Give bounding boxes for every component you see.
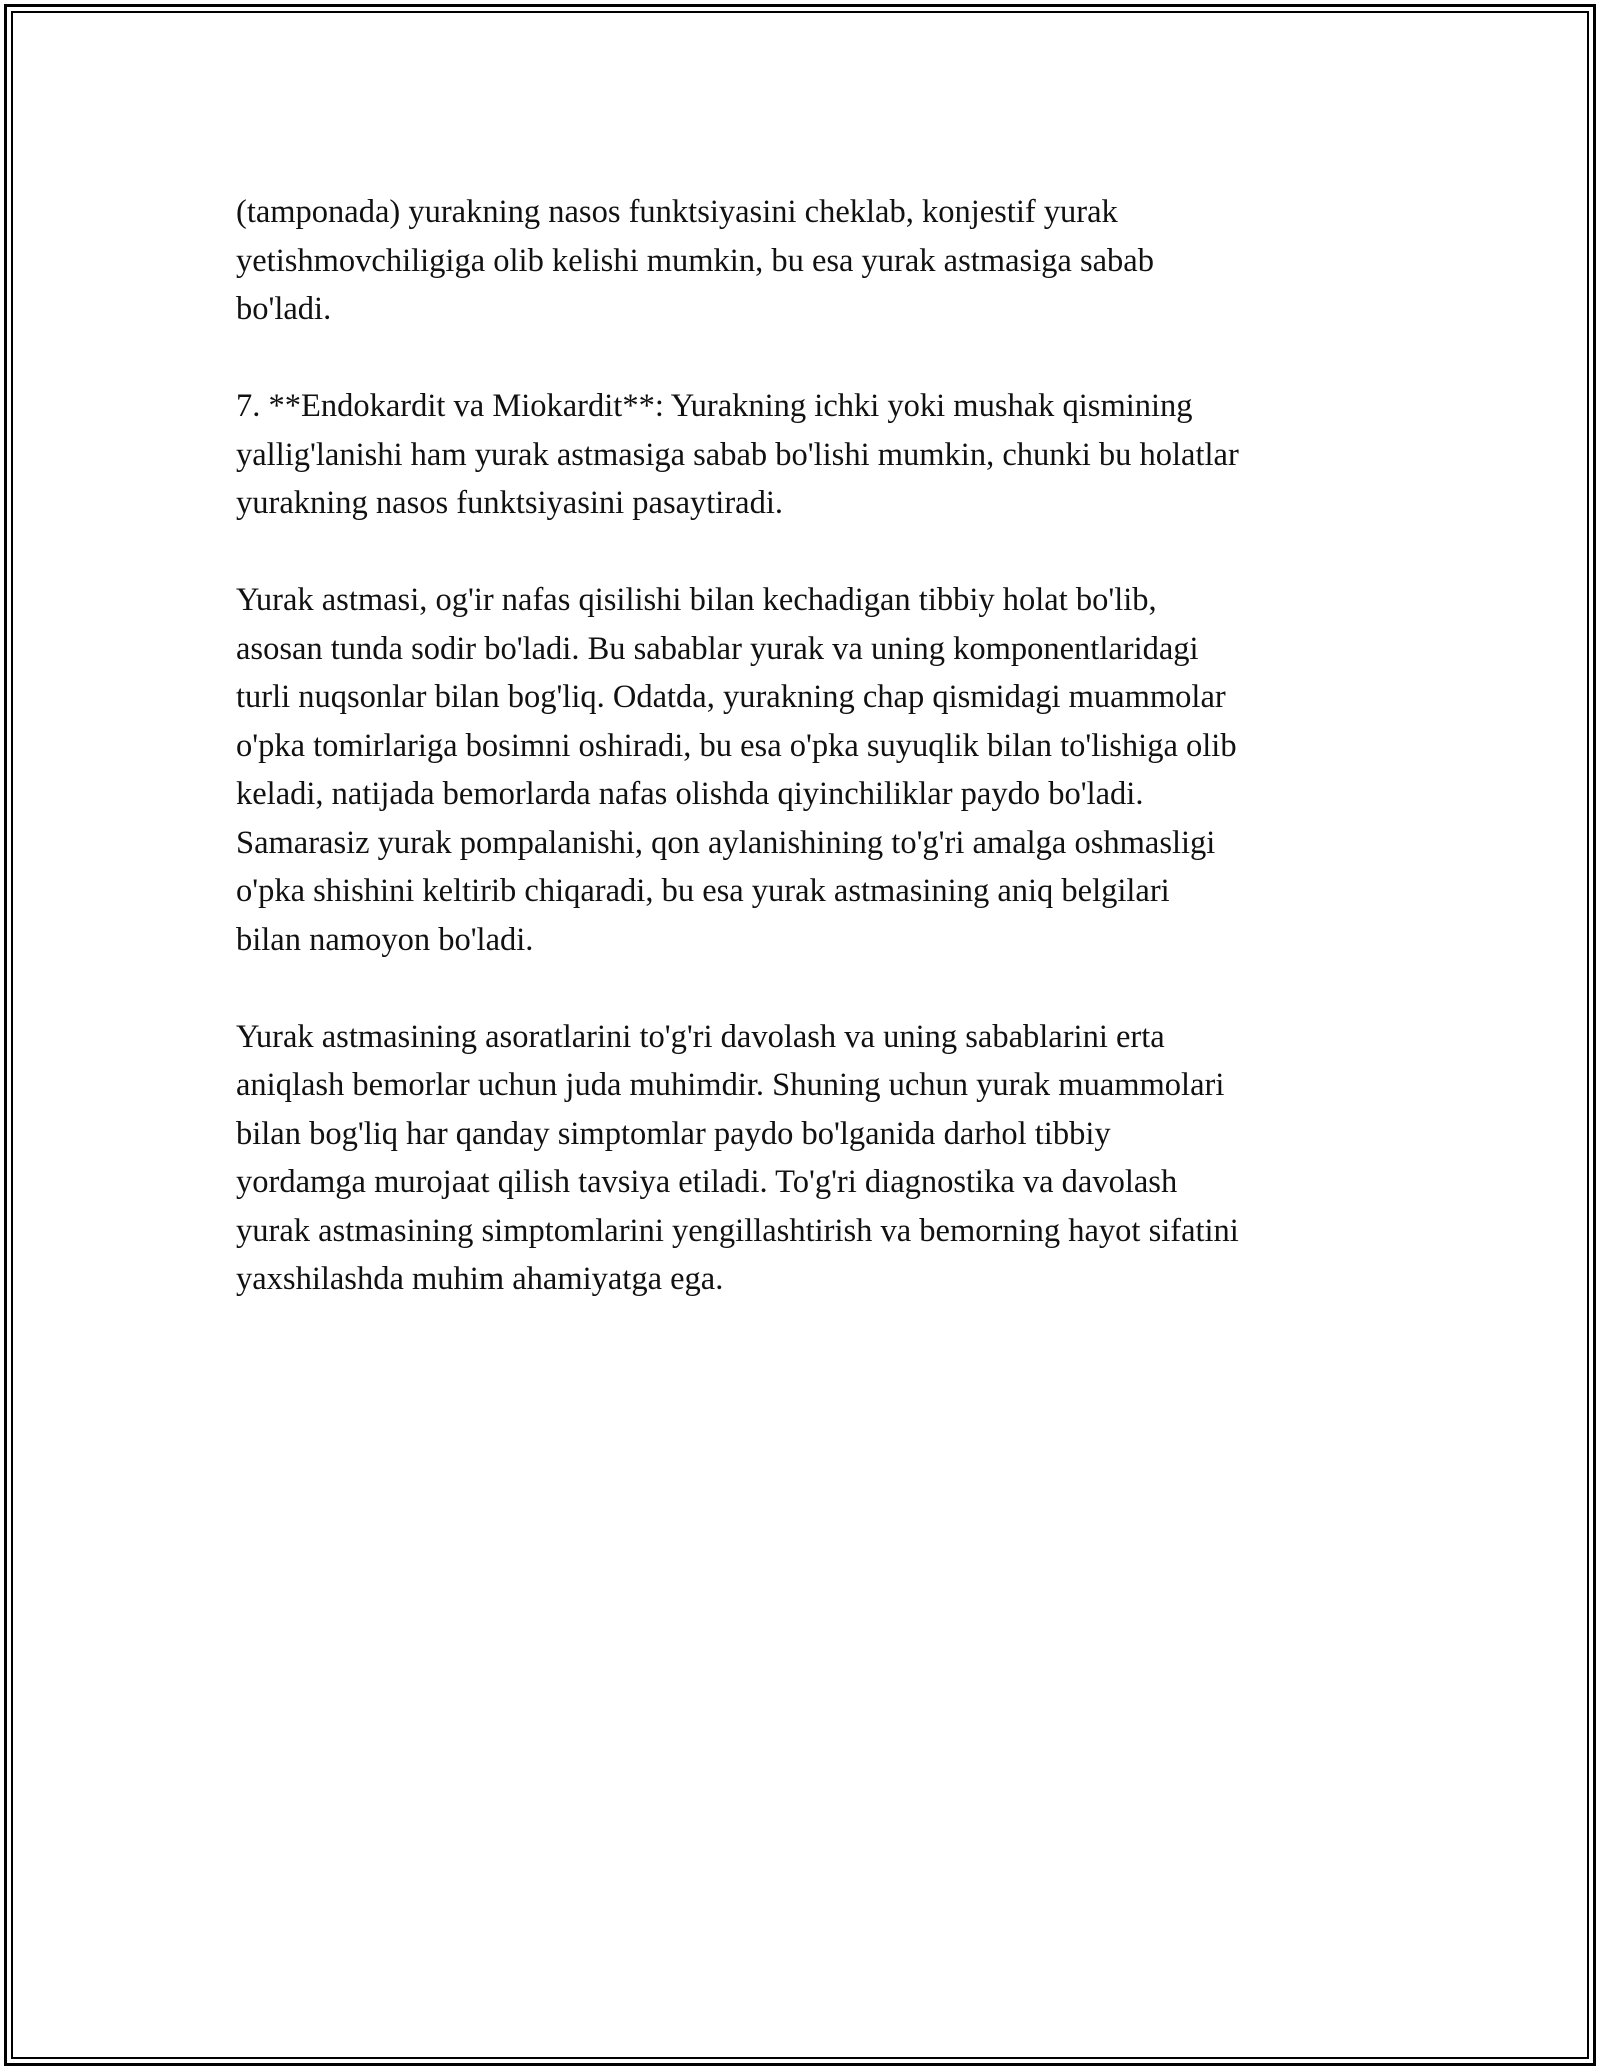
paragraph-endokardit-miokardit: 7. **Endokardit va Miokardit**: Yurakning ichki yoki mushak qismining yallig'lanishi ham yurak astmasiga sabab bo'lishi mumkin, chunki bu holatlar yurakning nasos funktsiyasini pasaytiradi. — [236, 388, 1239, 521]
paragraph-davolash: Yurak astmasining asoratlarini to'g'ri davolash va uning sabablarini erta aniqlash bemorlar uchun juda muhimdir. Shuning uchun yurak muammolari bilan bog'liq har qanday simptomlar paydo bo'lganida darhol tibbiy yordamga murojaat qilish tavsiya etiladi. To'g'ri diagnostika va davolash yurak astmasining simptomlarini yengillashtirish va bemorning hayot sifatini yaxshilashda muhim ahamiyatga ega. — [236, 1018, 1239, 1297]
document-body — [236, 188, 1376, 1352]
paragraph-yurak-astmasi: Yurak astmasi, og'ir nafas qisilishi bilan kechadigan tibbiy holat bo'lib, asosan tunda sodir bo'ladi. Bu sabablar yurak va uning komponentlaridagi turli nuqsonlar bilan bog'liq. Odatda, yurakning chap qismidagi muammolar o'pka tomirlariga bosimni oshiradi, bu esa o'pka suyuqlik bilan to'lishiga olib keladi, natijada bemorlarda nafas olishda qiyinchiliklar paydo bo'ladi. Samarasiz yurak pompalanishi, qon aylanishining to'g'ri amalga oshmasligi o'pka shishini keltirib chiqaradi, bu esa yurak astmasining aniq belgilari bilan namoyon bo'ladi. — [236, 582, 1237, 958]
paragraph-tamponada: (tamponada) yurakning nasos funktsiyasini cheklab, konjestif yurak yetishmovchiligiga olib kelishi mumkin, bu esa yurak astmasiga sabab bo'ladi. — [236, 194, 1154, 327]
